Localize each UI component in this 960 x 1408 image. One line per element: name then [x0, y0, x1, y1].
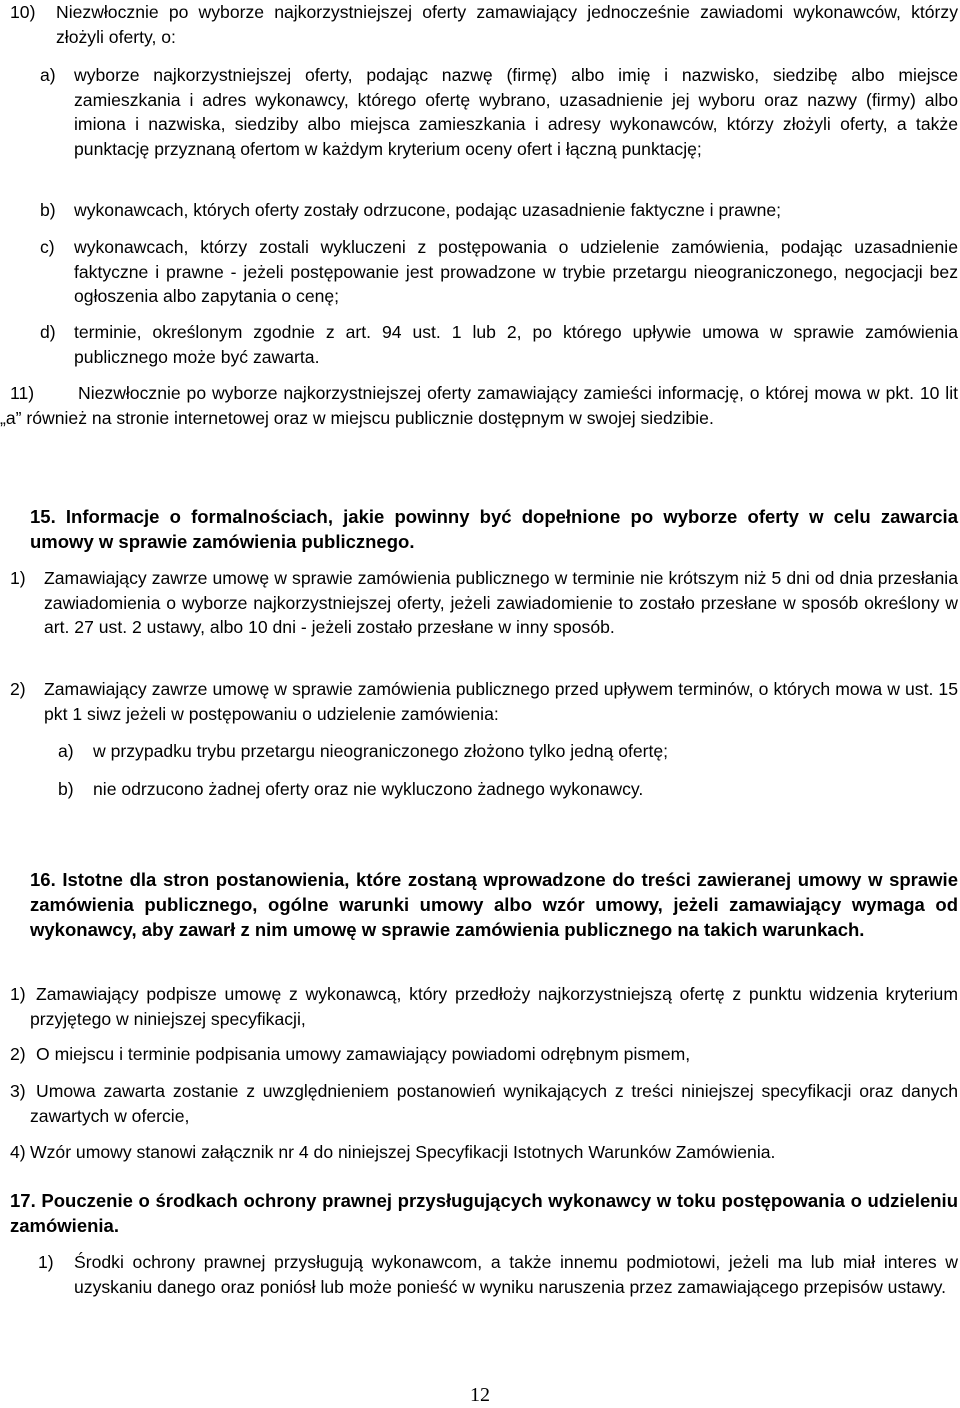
section-17-title: [10, 1188, 958, 1238]
item-10c-text: wykonawcach, którzy zostali wykluczeni z postępowania o udzielenie zamówienia, podając uzasadnienie faktyczne i prawne - jeżeli postępowanie jest prowadzone w trybie przetargu nieograniczonego, negocjacji bez ogłoszenia albo zapytania o cenę;: [74, 237, 958, 306]
section-17-title-text: 17. Pouczenie o środkach ochrony prawnej przysługujących wykonawcy w toku postępowania o udzieleniu zamówienia.: [10, 1190, 958, 1236]
item-10-number: 10): [10, 2, 36, 22]
s16-item-3-number: 3): [10, 1081, 26, 1101]
item-10d-label: d): [40, 322, 56, 342]
item-10c-label: c): [40, 237, 55, 257]
item-10b-label: b): [40, 200, 56, 220]
s15-sub-b-text: nie odrzucono żadnej oferty oraz nie wykluczono żadnego wykonawcy.: [93, 779, 644, 799]
s15-sub-a-label: a): [58, 741, 74, 761]
s16-item-1-number: 1): [10, 984, 26, 1004]
s15-item-1-number: 1): [10, 568, 26, 588]
item-11-text: Niezwłocznie po wyborze najkorzystniejszej oferty zamawiający zamieści informację, o której mowa w pkt. 10 lit „a” również na stronie internetowej oraz w miejscu publicznie dostępnym w swojej siedzibie.: [0, 383, 958, 428]
s17-item-1-text: Środki ochrony prawnej przysługują wykonawcom, a także innemu podmiotowi, jeżeli ma lub miał interes w uzyskaniu danego oraz poniósł lub może ponieść w wyniku naruszenia przez zamawiającego przepisów ustawy.: [74, 1252, 958, 1297]
item-10-intro-text: Niezwłocznie po wyborze najkorzystniejszej oferty zamawiający jednocześnie zawiadomi wykonawców, którzy złożyli oferty, o:: [56, 2, 958, 47]
s16-item-1-text: Zamawiający podpisze umowę z wykonawcą, który przedłoży najkorzystniejszą ofertę z punktu widzenia kryterium przyjętego w niniejszej specyfikacji,: [30, 984, 958, 1029]
s16-item-4-text: Wzór umowy stanowi załącznik nr 4 do niniejszej Specyfikacji Istotnych Warunków Zamówienia.: [30, 1142, 776, 1162]
item-10b-text: wykonawcach, których oferty zostały odrzucone, podając uzasadnienie faktyczne i prawne;: [74, 200, 782, 220]
item-11-number: 11): [10, 383, 35, 403]
s16-item-3-text: Umowa zawarta zostanie z uwzględnieniem postanowień wynikających z treści niniejszej specyfikacji oraz danych zawartych w ofercie,: [30, 1081, 958, 1126]
s15-item-2-text: Zamawiający zawrze umowę w sprawie zamówienia publicznego przed upływem terminów, o których mowa w ust. 15 pkt 1 siwz jeżeli w postępowaniu o udzielenie zamówienia:: [44, 679, 958, 724]
s16-item-4-number: 4): [10, 1142, 26, 1162]
s16-item-2-number: 2): [10, 1044, 26, 1064]
s16-item-2-text: O miejscu i terminie podpisania umowy zamawiający powiadomi odrębnym pismem,: [36, 1044, 691, 1064]
item-10d-text: terminie, określonym zgodnie z art. 94 ust. 1 lub 2, po którego upływie umowa w sprawie zamówienia publicznego może być zawarta.: [74, 322, 958, 367]
item-10a-label: a): [40, 65, 56, 85]
s15-item-2-number: 2): [10, 679, 26, 699]
page-number: 12: [470, 1384, 490, 1406]
section-15-title: 15. Informacje o formalnościach, jakie powinny być dopełnione po wyborze oferty w celu zawarcia umowy w sprawie zamówienia publicznego.: [30, 506, 958, 552]
section-16-title: 16. Istotne dla stron postanowienia, które zostaną wprowadzone do treści zawieranej umowy w sprawie zamówienia publicznego, ogólne warunki umowy albo wzór umowy, jeżeli zamawiający wymaga od wykonawcy, aby zawarł z nim umowę w sprawie zamówienia publicznego na takich warunkach.: [30, 869, 958, 940]
s15-item-1-text: Zamawiający zawrze umowę w sprawie zamówienia publicznego w terminie nie krótszym niż 5 dni od dnia przesłania zawiadomienia o wyborze najkorzystniejszej oferty, jeżeli zawiadomienie to zostało przesłane w sposób określony w art. 27 ust. 2 ustawy, albo 10 dni - jeżeli zostało przesłane w inny sposób.: [44, 568, 958, 637]
s15-sub-b-label: b): [58, 779, 74, 799]
s15-sub-a-text: w przypadku trybu przetargu nieograniczonego złożono tylko jedną ofertę;: [93, 741, 669, 761]
s17-item-1-number: 1): [38, 1252, 54, 1272]
item-10-intro: [56, 0, 958, 49]
item-10a-text: wyborze najkorzystniejszej oferty, podając nazwę (firmę) albo imię i nazwisko, siedzibę albo miejsce zamieszkania i adres wykonawcy, którego ofertę wybrano, uzasadnienie jej wyboru oraz nazwy (firmy) albo imiona i nazwiska, siedziby albo miejsca zamieszkania i adresy wykonawców, którzy złożyli oferty, a także punktację przyznaną ofertom w każdym kryterium oceny ofert i łączną punktację;: [74, 65, 958, 159]
